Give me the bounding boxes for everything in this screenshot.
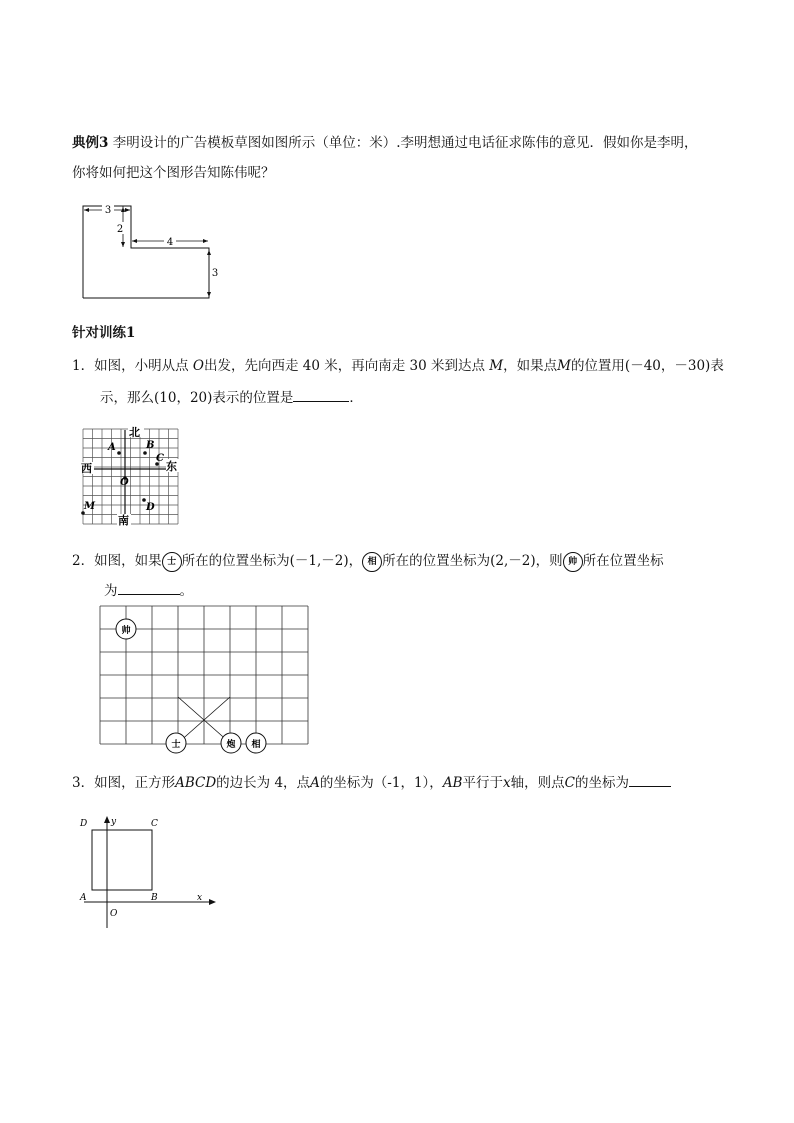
q1-label-A: A bbox=[108, 442, 116, 453]
q2-text: 所在的位置坐标为(－1,－2)， bbox=[181, 553, 363, 569]
q1-label-B: B bbox=[146, 440, 155, 451]
q3-label-D: D bbox=[80, 819, 88, 829]
example3-text-line2: 你将如何把这个图形告知陈伟呢？ bbox=[72, 165, 275, 181]
piece-shuai-icon: 帅 bbox=[563, 552, 583, 572]
q3-text: 的坐标为 bbox=[574, 775, 629, 791]
q1-text: 出发，先向西走 40 米，再向南走 30 米到达点 bbox=[203, 358, 490, 374]
q1-text: 的位置用(－40，－30)表 bbox=[570, 358, 724, 374]
q2-line2 bbox=[104, 580, 193, 601]
dim-right-label: 3 bbox=[211, 268, 219, 279]
piece-shi-icon: 士 bbox=[162, 552, 182, 572]
piece-pao-label: 炮 bbox=[226, 740, 236, 750]
q3-label-y: y bbox=[111, 817, 117, 827]
example3-line2 bbox=[72, 163, 275, 183]
piece-shuai-label: 帅 bbox=[121, 626, 131, 636]
q1-text: ，如果点 bbox=[503, 358, 558, 374]
training-title: 针对训练1 bbox=[72, 325, 136, 341]
q3-var-A: A bbox=[310, 775, 320, 791]
dim-top-label: 3 bbox=[104, 205, 112, 216]
q1-label-M: M bbox=[84, 501, 96, 512]
q3-var-AB: AB bbox=[442, 775, 463, 791]
q1-label-D: D bbox=[146, 502, 155, 513]
example3-figure bbox=[76, 200, 226, 305]
q3-answer-blank[interactable] bbox=[629, 772, 671, 787]
q1-label-east: 东 bbox=[166, 460, 177, 473]
q1-text: 示，那么(10，20)表示的位置是 bbox=[100, 390, 294, 406]
q2-line1 bbox=[72, 551, 664, 572]
q2-chessboard-figure bbox=[98, 604, 312, 756]
q3-label-A: A bbox=[80, 893, 87, 903]
piece-shi-label: 士 bbox=[171, 740, 181, 750]
piece-xiang bbox=[246, 733, 266, 753]
q3-text: 的坐标为（-1，1）， bbox=[319, 775, 443, 791]
q3-line1 bbox=[72, 772, 671, 793]
q2-answer-blank[interactable] bbox=[118, 580, 180, 595]
q1-text: 如图，小明从点 bbox=[94, 358, 193, 374]
q2-text: 。 bbox=[179, 583, 193, 599]
q2-text: 所在的位置坐标为(2,－2)，则 bbox=[382, 553, 563, 569]
q3-text: 轴，则点 bbox=[510, 775, 565, 791]
q2-text: 为 bbox=[104, 583, 118, 599]
q1-grid-figure bbox=[80, 426, 184, 528]
q3-label-C: C bbox=[151, 819, 158, 829]
q3-label-O: O bbox=[110, 909, 118, 919]
q1-answer-blank[interactable] bbox=[293, 387, 349, 402]
arrowhead bbox=[84, 208, 89, 212]
q1-label-south: 南 bbox=[118, 514, 129, 527]
q3-text: 的边长为 4，点 bbox=[216, 775, 311, 791]
arrowhead bbox=[125, 208, 130, 212]
q3-text: 如图，正方形 bbox=[94, 775, 176, 791]
q1-var-M: M bbox=[489, 358, 504, 374]
q2-text: 如图，如果 bbox=[94, 553, 162, 569]
piece-shuai bbox=[116, 619, 136, 639]
q1-point-B bbox=[143, 451, 147, 455]
arrowhead bbox=[207, 292, 211, 297]
q1-grid bbox=[83, 429, 178, 524]
q1-line1 bbox=[72, 356, 724, 376]
q1-point-A bbox=[117, 451, 121, 455]
q1-text: ． bbox=[349, 390, 363, 406]
example3-text-line1: 李明设计的广告模板草图如图所示（单位：米）.李明想通过电话征求陈伟的意见．假如你是李明， bbox=[112, 135, 698, 151]
q3-coordinate-figure bbox=[76, 812, 226, 930]
piece-xiang-label: 相 bbox=[251, 740, 261, 750]
arrowhead bbox=[132, 239, 137, 243]
q1-var-O: O bbox=[192, 358, 204, 374]
q2-text: 所在位置坐标 bbox=[582, 553, 664, 569]
dim-step-label: 2 bbox=[116, 224, 124, 235]
q3-var-C: C bbox=[564, 775, 575, 791]
dim-mid-label: 4 bbox=[166, 237, 174, 248]
q1-line2 bbox=[100, 387, 363, 408]
q3-y-arrow bbox=[104, 816, 110, 823]
q3-square bbox=[92, 830, 152, 890]
q3-number: 3． bbox=[72, 775, 95, 791]
piece-pao bbox=[221, 733, 241, 753]
arrowhead bbox=[207, 250, 211, 255]
q1-label-C: C bbox=[156, 453, 164, 464]
q3-text: 平行于 bbox=[462, 775, 503, 791]
piece-xiang-icon: 相 bbox=[362, 552, 382, 572]
arrowhead bbox=[121, 207, 125, 212]
piece-shi bbox=[166, 733, 186, 753]
example3-label: 典例3 bbox=[72, 135, 109, 151]
arrowhead bbox=[203, 239, 208, 243]
example3-line1 bbox=[72, 133, 698, 153]
q3-var-ABCD: ABCD bbox=[175, 775, 217, 791]
arrowhead bbox=[121, 242, 125, 247]
template-outline bbox=[83, 206, 209, 298]
q1-label-O: O bbox=[120, 477, 129, 488]
q3-x-arrow bbox=[209, 899, 216, 905]
q1-number: 1． bbox=[72, 358, 95, 374]
q2-number: 2． bbox=[72, 553, 95, 569]
q3-label-x: x bbox=[197, 893, 203, 903]
q3-label-B: B bbox=[151, 893, 158, 903]
q3-var-x: x bbox=[502, 775, 511, 791]
q1-var-M: M bbox=[557, 358, 571, 374]
q1-label-west: 西 bbox=[81, 462, 92, 475]
q1-label-north: 北 bbox=[129, 426, 140, 439]
